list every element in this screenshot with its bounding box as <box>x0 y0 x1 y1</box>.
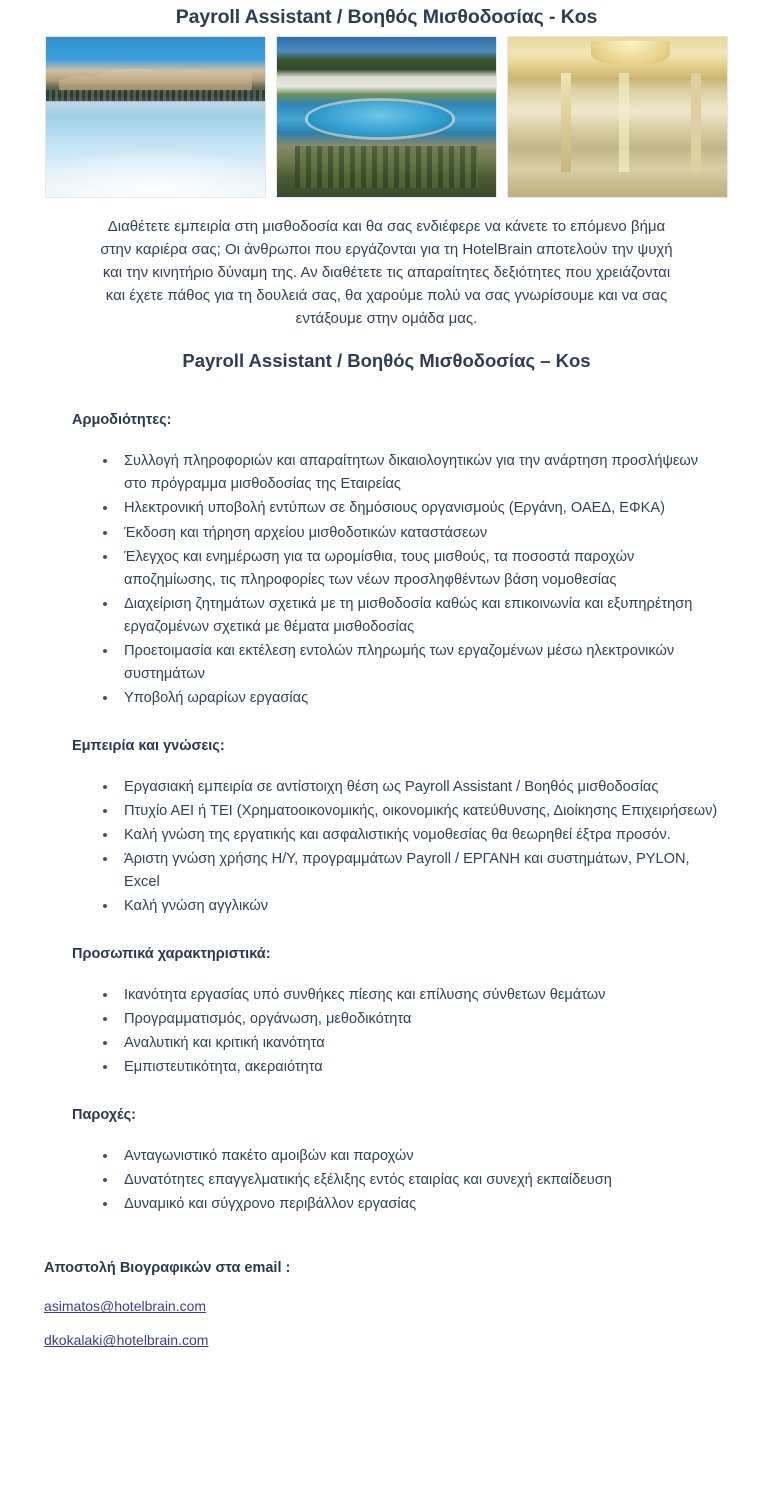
section-heading-responsibilities: Αρμοδιότητες: <box>72 412 172 429</box>
hotel-lobby-interior-photo <box>507 36 728 198</box>
list-item-text: Καλή γνώση αγγλικών <box>124 898 269 915</box>
list-item-text: Υποβολή ωραρίων εργασίας <box>124 689 309 706</box>
list-item <box>72 1008 733 1031</box>
list-item-text: Δυνατότητες επαγγελματικής εξέλιξης εντός εταιρίας και συνεχή εκπαίδευση <box>124 1172 612 1189</box>
contact-footer <box>0 1260 773 1348</box>
section-experience <box>72 738 733 918</box>
section-responsibilities <box>72 412 733 710</box>
list-item-text: Εργασιακή εμπειρία σε αντίστοιχη θέση ως Payroll Assistant / Βοηθός μισθοδοσίας <box>124 778 659 795</box>
intro-paragraph: Διαθέτετε εμπειρία στη μισθοδοσία και θα σας ενδιέφερε να κάνετε το επόμενο βήμα στην καριέρα σας; Οι άνθρωποι που εργάζονται για τη HotelBrain αποτελούν την ψυχή και την κινητήριο δύναμη της. Αν διαθέτετε τις απαραίτητες δεξιότητες που χρειάζονται και έχετε πάθος για τη δουλειά σας, θα χαρούμε πολύ να σας γνωρίσουμε και να σας εντάξουμε στην ομάδα μας. <box>100 218 673 327</box>
list-item-text: Αναλυτική και κριτική ικανότητα <box>124 1035 325 1052</box>
list-item-text: Εμπιστευτικότητα, ακεραιότητα <box>124 1059 323 1076</box>
list-item-text: Προετοιμασία και εκτέλεση εντολών πληρωμής των εργαζομένων μέσω ηλεκτρονικών συστημάτων <box>124 642 675 682</box>
list-personal-traits <box>72 984 733 1079</box>
list-item-text: Δυναμικό και σύγχρονο περιβάλλον εργασίας <box>124 1196 417 1213</box>
list-responsibilities <box>72 450 733 710</box>
list-item-text: Συλλογή πληροφοριών και απαραίτητων δικαιολογητικών για την ανάρτηση προσλήψεων στο πρόγραμμα μισθοδοσίας της Εταιρείας <box>124 453 699 493</box>
photo-gallery <box>0 36 773 198</box>
list-item <box>72 546 733 592</box>
list-item-text: Έλεγχος και ενημέρωση για τα ωρομίσθια, τους μισθούς, τα ποσοστά παροχών αποζημίωσης, τις πληροφορίες των νέων προσληφθέντων βάση νομοθεσίας <box>124 548 635 588</box>
section-benefits <box>72 1107 733 1216</box>
hotel-exterior-pool-photo <box>45 36 266 198</box>
list-item <box>72 1169 733 1192</box>
list-item <box>72 1145 733 1168</box>
list-item <box>72 1032 733 1055</box>
list-item-text: Καλή γνώση της εργατικής και ασφαλιστικής νομοθεσίας θα θεωρηθεί έξτρα προσόν. <box>124 826 671 843</box>
job-details <box>0 412 773 1216</box>
list-item-text: Προγραμματισμός, οργάνωση, μεθοδικότητα <box>124 1011 412 1028</box>
section-heading-experience: Εμπειρία και γνώσεις: <box>72 737 225 754</box>
email-link-dkokalaki[interactable]: dkokalaki@hotelbrain.com <box>44 1332 209 1349</box>
email-link-asimatos[interactable]: asimatos@hotelbrain.com <box>44 1298 207 1315</box>
list-item <box>72 800 733 823</box>
list-item-text: Ηλεκτρονική υποβολή εντύπων σε δημόσιους οργανισμούς (Εργάνη, ΟΑΕΔ, ΕΦΚΑ) <box>124 500 665 517</box>
list-item <box>72 593 733 639</box>
list-benefits <box>72 1145 733 1216</box>
list-item <box>72 1193 733 1216</box>
list-item <box>72 824 733 847</box>
list-item <box>72 640 733 686</box>
list-item <box>72 1056 733 1079</box>
list-item-text: Ανταγωνιστικό πακέτο αμοιβών και παροχών <box>124 1148 414 1165</box>
list-item <box>72 776 733 799</box>
page-title: Payroll Assistant / Βοηθός Μισθοδοσίας - Kos <box>175 6 598 28</box>
list-item-text: Διαχείριση ζητημάτων σχετικά με τη μισθοδοσία καθώς και επικοινωνία και εξυπηρέτηση εργαζομένων σχετικά με θέματα μισθοδοσίας <box>124 595 693 635</box>
list-experience <box>72 776 733 918</box>
list-item-text: Άριστη γνώση χρήσης Η/Υ, προγραμμάτων Payroll / ΕΡΓΑΝΗ και συστημάτων, PYLON, Excel <box>124 851 690 891</box>
section-heading-benefits: Παροχές: <box>72 1107 136 1124</box>
list-item <box>72 497 733 520</box>
section-personal-traits <box>72 946 733 1079</box>
list-item <box>72 450 733 496</box>
job-subtitle: Payroll Assistant / Βοηθός Μισθοδοσίας – Kos <box>182 350 591 372</box>
list-item <box>72 687 733 710</box>
list-item <box>72 848 733 894</box>
list-item-text: Πτυχίο ΑΕΙ ή ΤΕΙ (Χρηματοοικονομικής, οικονομικής κατεύθυνσης, Διοίκησης Επιχειρήσεων) <box>124 802 718 819</box>
list-item <box>72 984 733 1007</box>
section-heading-personal-traits: Προσωπικά χαρακτηριστικά: <box>72 946 271 963</box>
list-item-text: Ικανότητα εργασίας υπό συνθήκες πίεσης και επίλυσης σύνθετων θεμάτων <box>124 987 606 1004</box>
list-item <box>72 522 733 545</box>
list-item-text: Έκδοση και τήρηση αρχείου μισθοδοτικών καταστάσεων <box>124 524 488 541</box>
footer-heading-send-cv: Αποστολή Βιογραφικών στα email : <box>44 1260 291 1277</box>
list-item <box>72 895 733 918</box>
resort-aerial-pool-photo <box>276 36 497 198</box>
